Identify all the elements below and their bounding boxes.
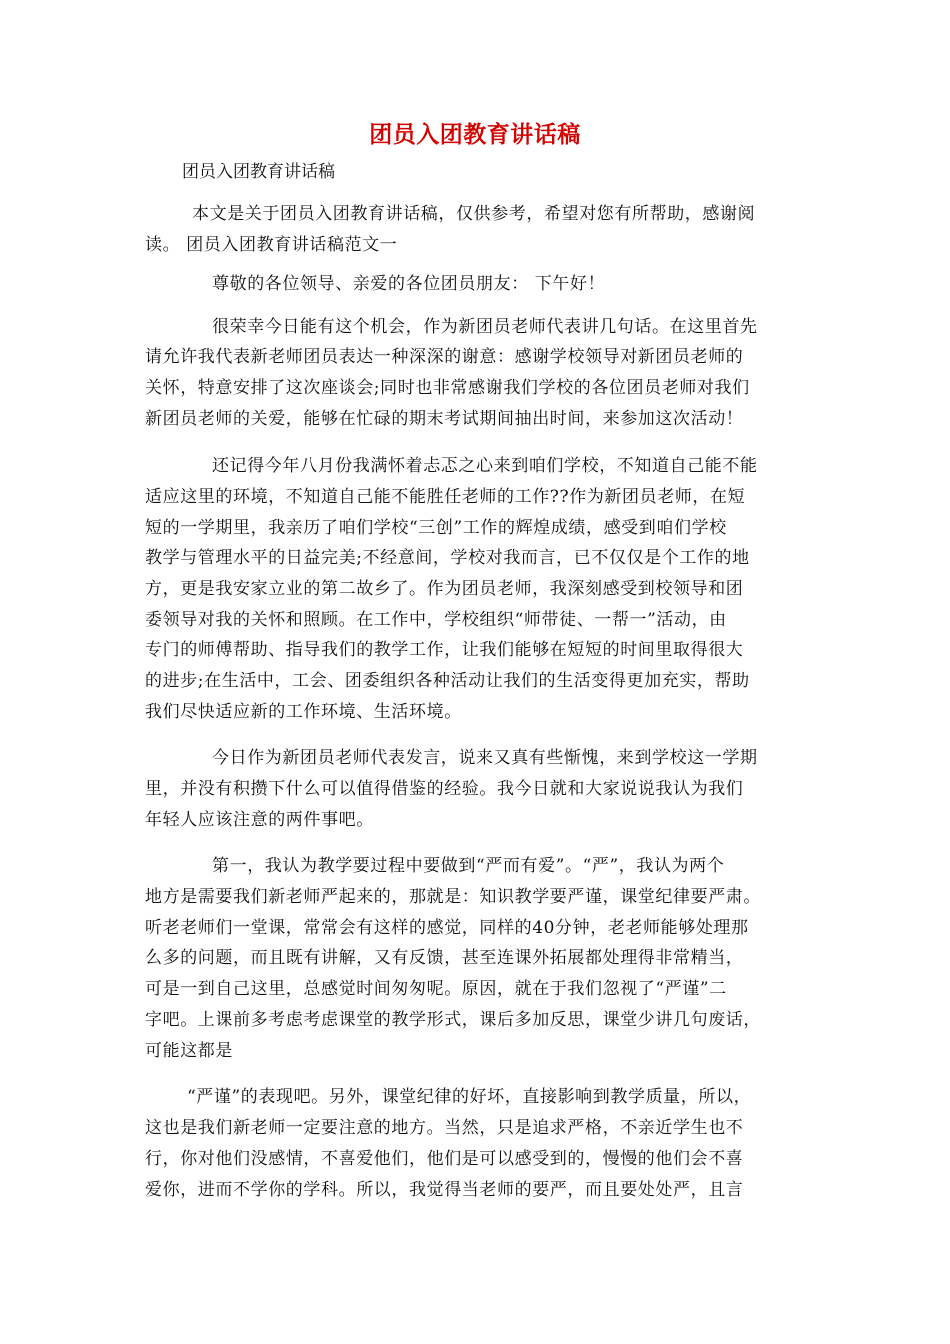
body-line: 这也是我们新老师一定要注意的地方。当然，只是追求严格，不亲近学生也不 [145,1118,744,1138]
document-subtitle: 团员入团教育讲话稿 [182,162,335,182]
body-line: 第一，我认为教学要过程中要做到“严而有爱”。“严”，我认为两个 [212,856,725,876]
body-line: 年轻人应该注意的两件事吧。 [145,810,374,830]
body-line: 尊敬的各位领导、亲爱的各位团员朋友： 下午好！ [212,274,606,294]
document-title: 团员入团教育讲话稿 [369,122,581,148]
body-line: 教学与管理水平的日益完美;不经意间，学校对我而言，已不仅仅是个工作的地 [145,548,750,568]
body-line: 的进步;在生活中，工会、团委组织各种活动让我们的生活变得更加充实，帮助 [145,671,750,691]
body-line: 关怀，特意安排了这次座谈会;同时也非常感谢我们学校的各位团员老师对我们 [145,378,750,398]
body-line: 地方是需要我们新老师严起来的，那就是：知识教学要严谨，课堂纪律要严肃。 [145,887,761,907]
body-line: 短的一学期里，我亲历了咱们学校“三创”工作的辉煌成绩，感受到咱们学校 [145,518,727,538]
body-line: 本文是关于团员入团教育讲话稿，仅供参考，希望对您有所帮助，感谢阅 [192,204,756,224]
body-line: 方，更是我安家立业的第二故乡了。作为团员老师，我深刻感受到校领导和团 [145,579,744,599]
body-line: 还记得今年八月份我满怀着忐忑之心来到咱们学校，不知道自己能不能 [212,456,758,476]
body-line: 里，并没有积攒下什么可以值得借鉴的经验。我今日就和大家说说我认为我们 [145,779,744,799]
body-line: 读。 团员入团教育讲话稿范文一 [145,235,398,255]
body-line: 请允许我代表新老师团员表达一种深深的谢意：感谢学校领导对新团员老师的 [145,347,744,367]
body-line: 我们尽快适应新的工作环境、生活环境。 [145,702,462,722]
body-line: 新团员老师的关爱，能够在忙碌的期末考试期间抽出时间，来参加这次活动！ [145,409,744,429]
body-line: 么多的问题，而且既有讲解，又有反馈，甚至连课外拓展都处理得非常精当， [145,948,744,968]
body-line: 适应这里的环境，不知道自己能不能胜任老师的工作??作为新团员老师，在短 [145,487,746,507]
body-line: 很荣幸今日能有这个机会，作为新团员老师代表讲几句话。在这里首先 [212,317,758,337]
body-line: 专门的师傅帮助、指导我们的教学工作，让我们能够在短短的时间里取得很大 [145,640,744,660]
body-line: 字吧。上课前多考虑考虑课堂的教学形式，课后多加反思，课堂少讲几句废话， [145,1010,761,1030]
body-line: “严谨”的表现吧。另外，课堂纪律的好坏，直接影响到教学质量，所以， [187,1087,752,1107]
body-line: 委领导对我的关怀和照顾。在工作中，学校组织“师带徒、一帮一”活动，由 [145,610,727,630]
body-line: 听老老师们一堂课，常常会有这样的感觉，同样的40分钟，老老师能够处理那 [145,918,749,938]
body-line: 爱你，进而不学你的学科。所以，我觉得当老师的要严，而且要处处严，且言 [145,1180,744,1200]
body-line: 可是一到自己这里，总感觉时间匆匆呢。原因，就在于我们忽视了“严谨”二 [145,979,727,999]
body-line: 可能这都是 [145,1041,233,1061]
body-line: 行，你对他们没感情，不喜爱他们，他们是可以感受到的，慢慢的他们会不喜 [145,1149,744,1169]
body-line: 今日作为新团员老师代表发言，说来又真有些惭愧，来到学校这一学期 [212,748,758,768]
